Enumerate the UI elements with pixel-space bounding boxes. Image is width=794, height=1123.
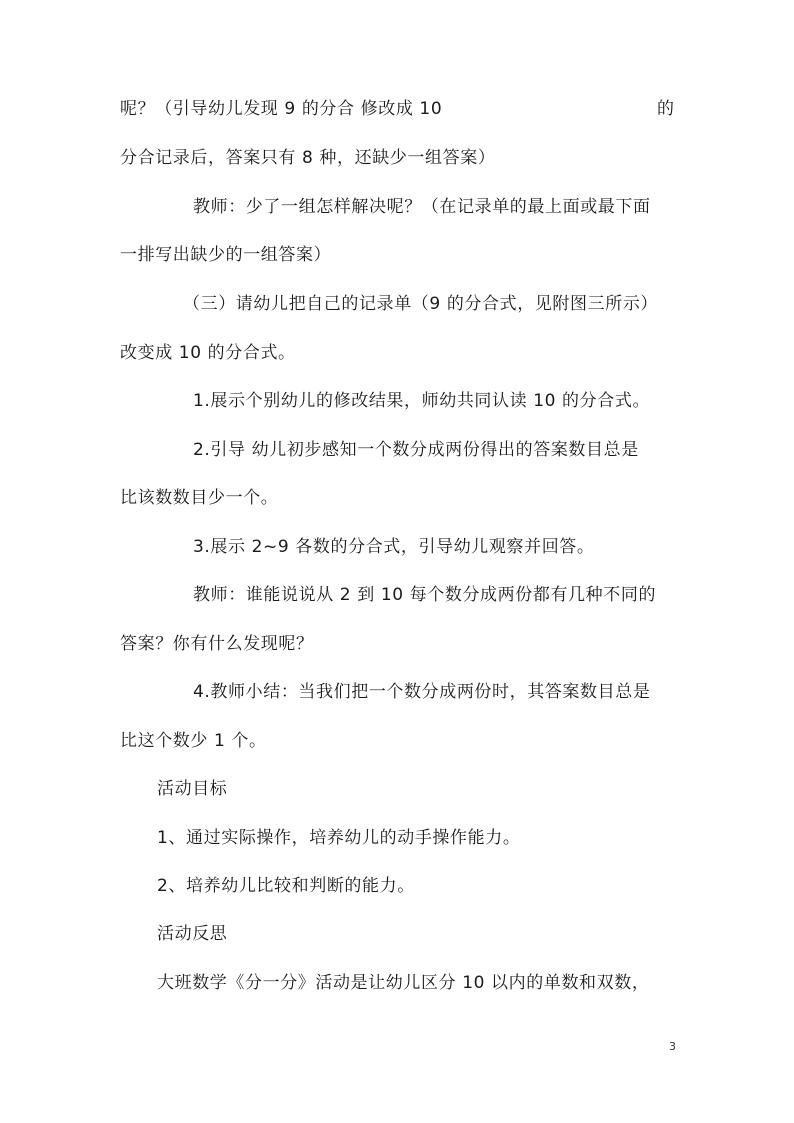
text-line-reflection-1: 大班数学《分一分》活动是让幼儿区分 10 以内的单数和双数，	[157, 973, 650, 993]
text-line-5: （三）请幼儿把自己的记录单（9 的分合式，见附图三所示）	[183, 294, 659, 314]
text-line-13: 4.教师小结：当我们把一个数分成两份时，其答案数目总是	[193, 682, 651, 702]
text-line-1: 呢？（引导幼儿发现 9 的分合 修改成 10	[120, 99, 443, 119]
text-line-4: 一排写出缺少的一组答案）	[120, 245, 332, 265]
text-line-1-end: 的	[657, 99, 675, 119]
text-line-6: 改变成 10 的分合式。	[120, 343, 296, 363]
text-line-goal-2: 2、培养幼儿比较和判断的能力。	[157, 876, 415, 896]
page-number: 3	[669, 1040, 676, 1053]
section-heading-goals: 活动目标	[157, 779, 228, 799]
section-heading-reflection: 活动反思	[157, 924, 228, 944]
text-line-8: 2.引导 幼儿初步感知一个数分成两份得出的答案数目总是	[193, 440, 639, 460]
text-line-goal-1: 1、通过实际操作，培养幼儿的动手操作能力。	[157, 828, 521, 848]
text-line-2: 分合记录后，答案只有 8 种，还缺少一组答案）	[120, 148, 496, 168]
text-line-11: 教师：谁能说说从 2 到 10 每个数分成两份都有几种不同的	[193, 585, 657, 605]
text-line-14: 比这个数少 1 个。	[120, 731, 267, 751]
text-line-12: 答案？你有什么发现呢？	[120, 634, 314, 654]
text-line-9: 比该数数目少一个。	[120, 488, 279, 508]
text-line-7: 1.展示个别幼儿的修改结果，师幼共同认读 10 的分合式。	[193, 391, 651, 411]
text-line-3: 教师：少了一组怎样解决呢？（在记录单的最上面或最下面	[193, 197, 651, 217]
text-line-10: 3.展示 2~9 各数的分合式，引导幼儿观察并回答。	[193, 537, 595, 557]
